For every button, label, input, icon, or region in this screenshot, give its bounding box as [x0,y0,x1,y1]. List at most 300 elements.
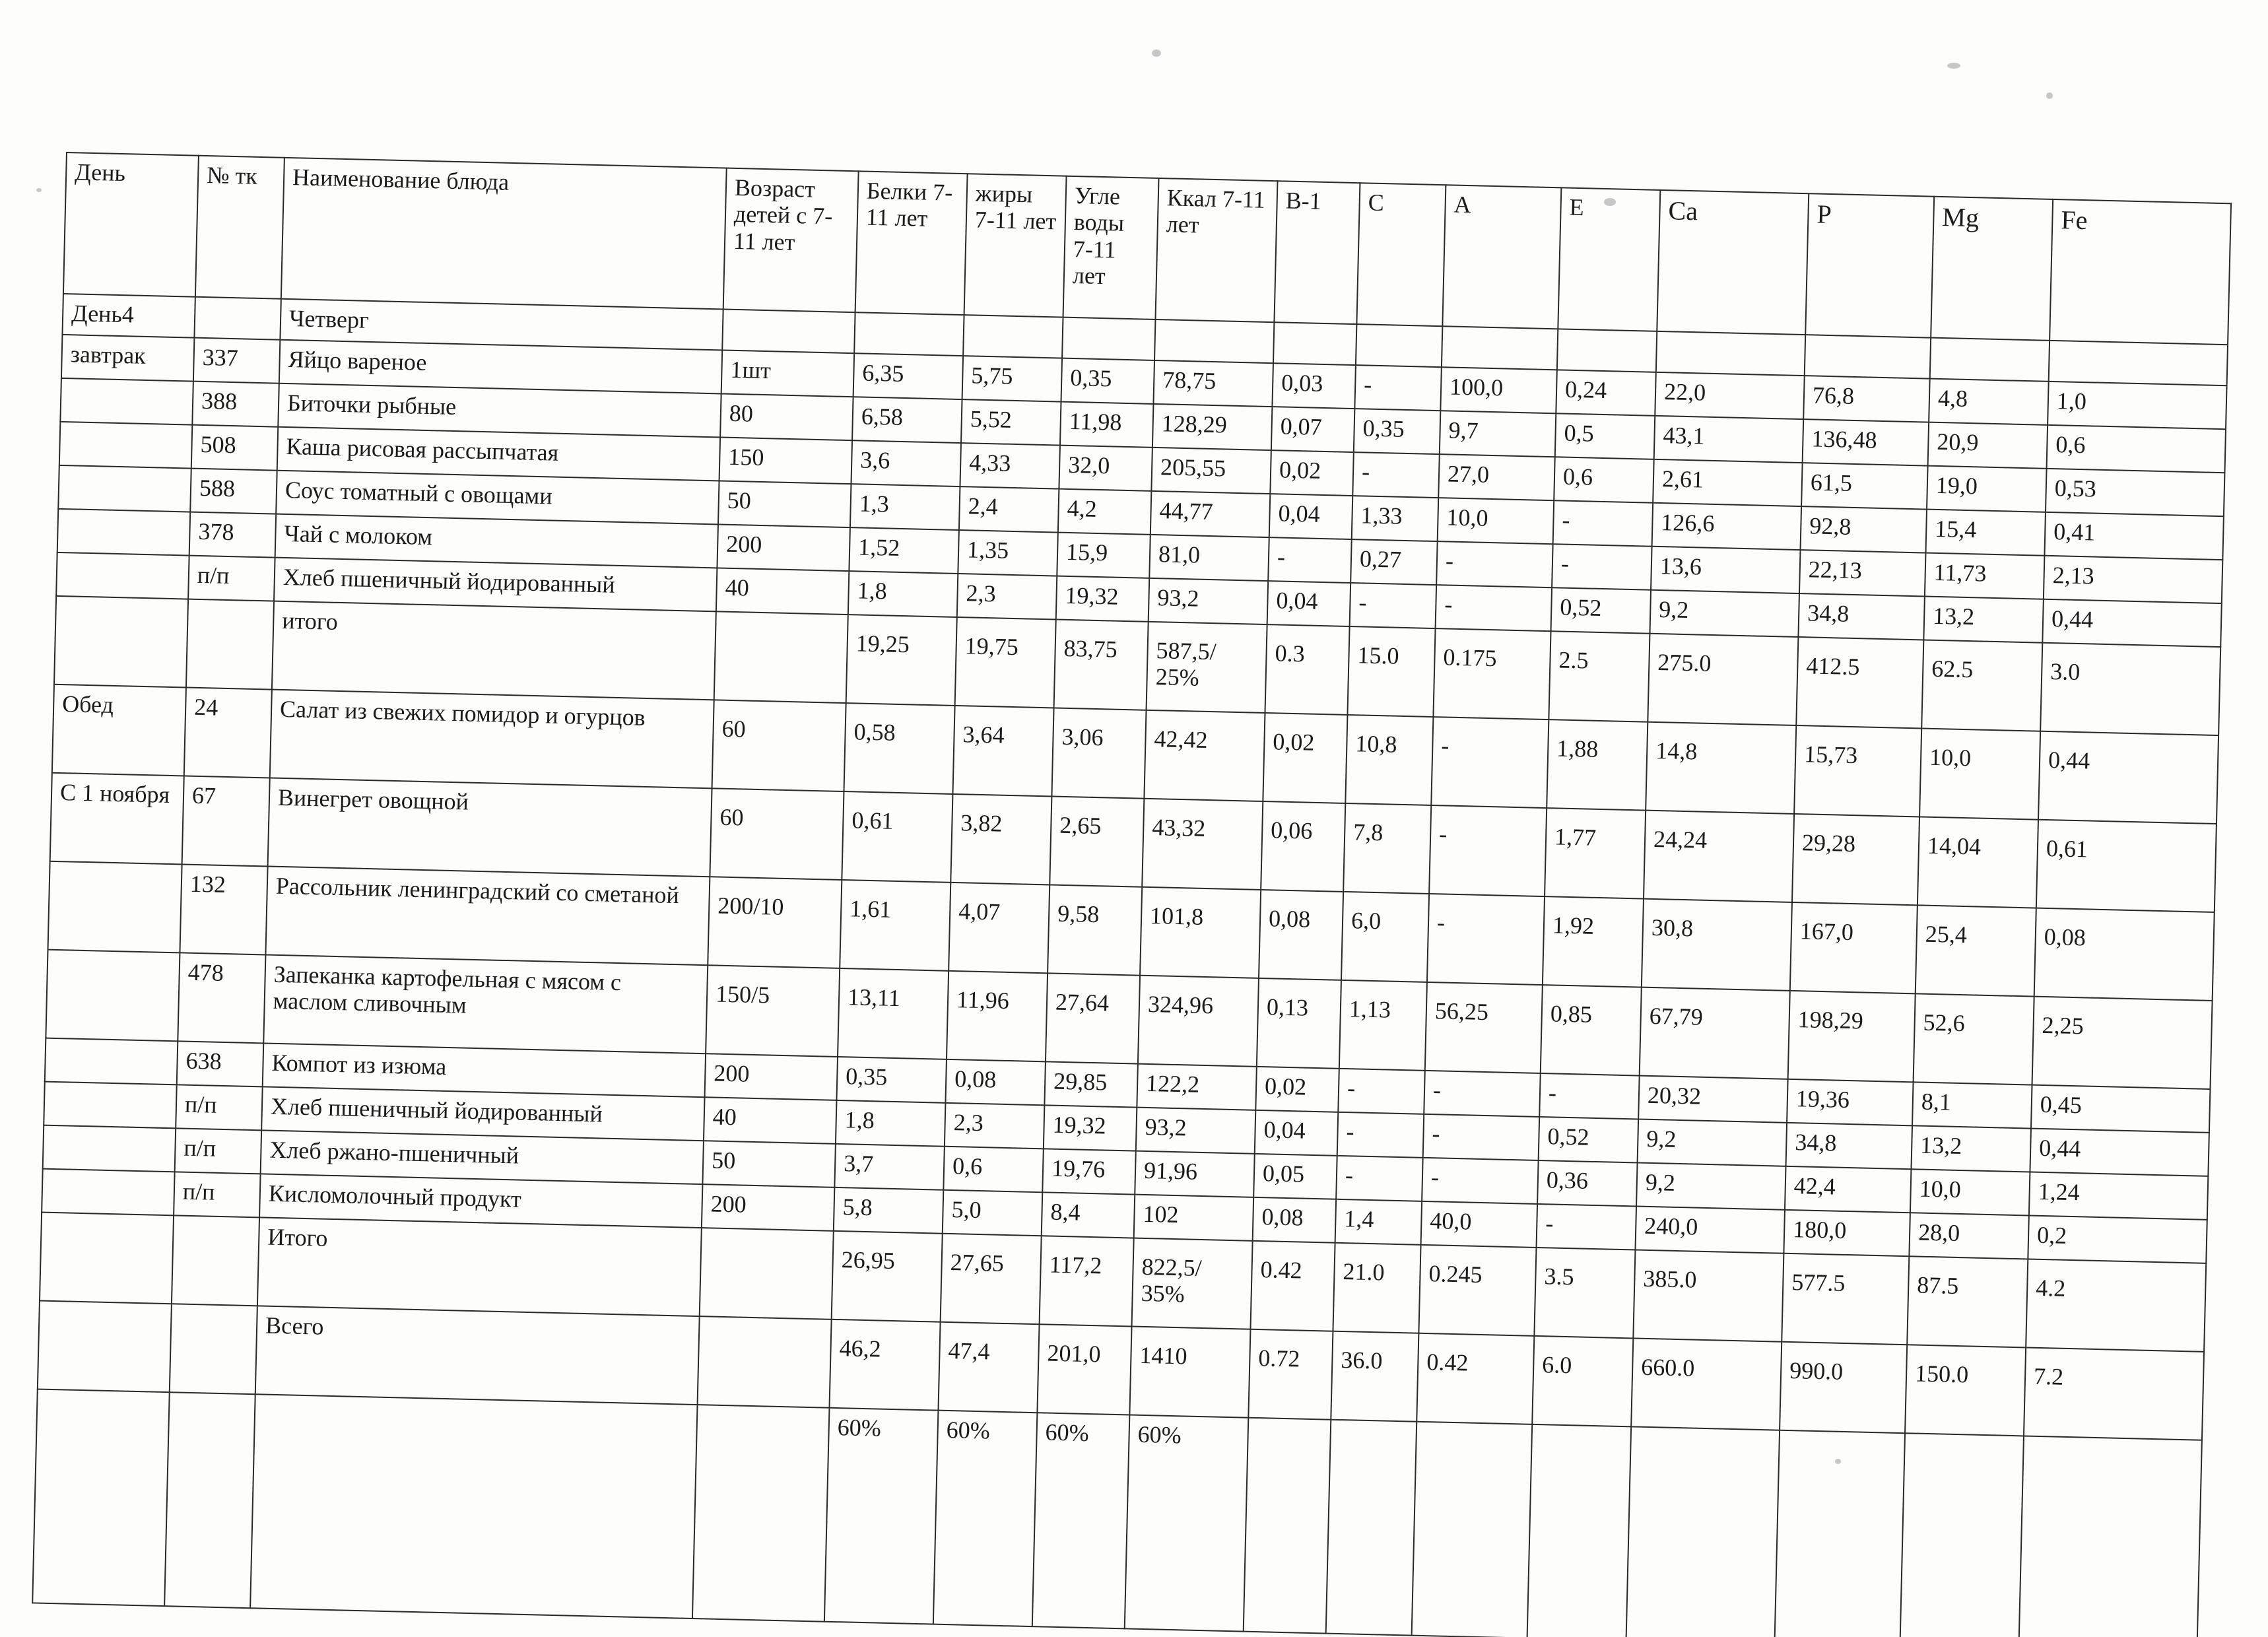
p-cell: 19,36 [1787,1079,1914,1125]
tk-cell [164,1392,255,1608]
scan-speck [1947,63,1960,69]
p-cell: 34,8 [1798,593,1925,640]
protein-cell: 0,58 [844,703,954,794]
mg-cell: 10,0 [1910,1169,2030,1215]
header-carbs: Угле воды 7-11 лет [1063,176,1159,319]
a-cell: 0.175 [1433,628,1551,719]
p-cell: 577.5 [1782,1253,1909,1345]
meal-cell [48,861,182,953]
p-cell: 198,29 [1788,991,1916,1082]
fat-cell: 27,65 [941,1234,1042,1324]
carbs-cell: 8,4 [1042,1192,1135,1238]
fe-cell: 2,25 [2032,997,2213,1089]
e-cell: 0,52 [1539,1117,1639,1163]
age-cell: 60 [712,700,846,791]
a-cell: 10,0 [1438,498,1554,544]
header-kcal: Ккал 7-11 лет [1155,178,1277,322]
e-cell: - [1552,544,1652,590]
p-cell: 42,4 [1785,1166,1912,1213]
meal-cell [42,1169,174,1216]
header-day: День [63,152,199,297]
scan-speck [36,188,42,192]
carbs-cell: 201,0 [1037,1324,1131,1415]
e-cell: 0,36 [1537,1160,1638,1207]
header-age: Возраст детей с 7-11 лет [723,168,859,313]
mg-cell: 87.5 [1907,1256,2028,1347]
kcal-cell: 78,75 [1153,360,1273,407]
a-cell: 0.42 [1417,1333,1534,1424]
carbs-cell: 3,06 [1051,708,1146,798]
e-cell: - [1539,1073,1640,1119]
mg-cell: 62.5 [1921,640,2042,731]
protein-cell: 1,52 [849,527,959,574]
fat-cell: 0,08 [945,1059,1046,1106]
ca-cell: 126,6 [1652,503,1801,550]
ca-cell: 30,8 [1642,899,1792,991]
dish-name: Кисломолочный продукт [259,1174,702,1228]
protein-percent: 60% [824,1408,939,1624]
fat-cell: 47,4 [938,1322,1039,1413]
header-b1: В-1 [1274,181,1360,324]
ca-cell: 67,79 [1640,987,1790,1079]
dish-name: Яйцо вареное [279,340,722,394]
age-cell: 200 [702,1184,834,1231]
c-cell [1326,1420,1417,1636]
c-cell: 7,8 [1343,803,1431,894]
protein-cell: 3,7 [834,1144,945,1190]
menu-sheet [32,152,2230,1637]
e-cell: 2.5 [1549,631,1650,721]
p-cell: 92,8 [1801,506,1927,552]
age-cell: 60 [710,788,844,880]
tk-cell: 337 [193,338,281,384]
meal-cell [40,1213,174,1304]
meal-label: завтрак [61,335,194,382]
total-label: итого [272,601,716,700]
age-cell: 150/5 [706,965,840,1057]
p-cell: 34,8 [1786,1123,1913,1169]
header-fe: Fe [2050,199,2231,345]
day-ca [1656,331,1805,376]
b1-cell: 0,06 [1261,801,1345,892]
menu-table-body [32,152,2231,1637]
kcal-cell: 324,96 [1138,976,1259,1067]
header-mg: Mg [1931,197,2053,341]
name-cell [250,1394,697,1619]
day-label: День4 [62,294,195,338]
carbs-cell: 32,0 [1059,446,1152,491]
carbs-percent: 60% [1032,1413,1130,1628]
meal-cell [44,1082,176,1129]
fat-cell: 5,52 [961,399,1061,446]
fe-cell: 0,6 [2047,425,2226,473]
mg-cell [1900,1433,2024,1637]
a-cell: - [1429,805,1547,896]
p-cell: 76,8 [1803,376,1930,422]
fe-cell: 1,24 [2029,1172,2208,1220]
tk-cell: 378 [189,512,277,558]
p-cell: 15,73 [1794,725,1921,817]
fe-cell: 1,0 [2048,382,2226,429]
carbs-cell: 9,58 [1048,885,1142,975]
meal-label: Обед [52,685,186,776]
b1-cell: 0,05 [1253,1154,1337,1199]
fe-cell: 2,13 [2044,556,2222,603]
dish-name: Запеканка картофельная с мясом с маслом сливочным [263,954,708,1053]
kcal-percent: 60% [1125,1415,1249,1631]
fat-cell: 5,0 [943,1190,1043,1236]
meal-cell [59,422,192,469]
dish-name: Винегрет овощной [268,778,712,877]
age-cell: 40 [716,568,849,615]
ca-cell: 9,2 [1636,1163,1785,1210]
kcal-cell: 91,96 [1135,1151,1255,1197]
kcal-cell: 101,8 [1140,887,1261,978]
kcal-cell: 102 [1134,1195,1254,1241]
meal-cell [38,1301,172,1393]
p-cell: 990.0 [1780,1342,1907,1433]
ca-cell: 660.0 [1631,1338,1782,1430]
protein-cell: 6,35 [853,353,964,399]
header-tk: № тк [195,156,284,299]
menu-table [32,152,2232,1637]
fat-cell: 5,75 [962,356,1063,402]
p-cell: 136,48 [1803,419,1929,465]
fat-cell: 2,4 [959,486,1059,533]
period-label: С 1 ноября [50,773,184,865]
dish-name: Салат из свежих помидор и огурцов [270,690,714,789]
c-cell: 0,27 [1351,539,1438,585]
c-cell: 10,8 [1345,715,1433,805]
kcal-cell: 587,5/ 25% [1147,622,1267,713]
fe-cell: 0,44 [2042,599,2221,647]
a-cell: - [1436,541,1553,587]
tk-cell: п/п [174,1172,261,1217]
grand-total-label: Всего [255,1306,700,1405]
ca-cell: 14,8 [1646,722,1796,814]
fe-cell: 0,44 [2030,1129,2209,1176]
c-cell: 36.0 [1331,1331,1418,1422]
a-cell: - [1436,585,1552,631]
meal-cell [45,1038,178,1085]
carbs-cell: 0,35 [1061,358,1154,404]
fat-cell: 0,6 [943,1147,1044,1193]
day-e [1557,329,1657,372]
mg-cell: 8,1 [1912,1082,2032,1128]
kcal-cell: 44,77 [1151,491,1271,537]
b1-cell: 0.72 [1248,1329,1333,1420]
ca-cell: 9,2 [1650,590,1799,637]
a-cell: 100,0 [1440,367,1557,413]
kcal-cell: 81,0 [1149,535,1269,581]
e-cell: 1,92 [1543,896,1644,987]
tk-cell: 67 [182,776,270,866]
e-cell: - [1537,1204,1637,1250]
p-cell: 22,13 [1799,550,1926,596]
mg-cell: 28,0 [1909,1213,2029,1259]
fe-cell: 7.2 [2024,1347,2204,1440]
a-cell: 0.245 [1418,1245,1536,1336]
c-cell: 1,13 [1339,980,1427,1071]
fat-cell: 4,33 [960,443,1060,489]
tk-cell: 508 [191,425,279,471]
ca-cell: 24,24 [1644,811,1794,902]
day-b1 [1273,322,1356,365]
fe-cell: 0,61 [2036,820,2217,912]
c-cell: - [1338,1069,1425,1114]
a-cell: - [1422,1158,1539,1204]
protein-cell: 5,8 [834,1187,944,1234]
protein-cell: 1,8 [836,1100,946,1147]
p-cell: 180,0 [1784,1210,1910,1256]
c-cell: 6,0 [1341,892,1429,982]
a-cell: 9,7 [1440,411,1556,457]
meal-cell [58,465,191,512]
dish-name: Компот из изюма [263,1043,706,1097]
mg-cell: 150.0 [1905,1345,2026,1436]
meal-cell [43,1125,176,1172]
tk-cell: 388 [192,382,279,427]
mg-cell: 13,2 [1911,1125,2031,1172]
kcal-cell: 128,29 [1152,404,1273,450]
tk-cell: 478 [178,952,265,1043]
scan-speck [2046,92,2053,99]
e-cell: - [1553,500,1653,547]
day-carbs [1062,317,1155,360]
fe-cell: 0,44 [2038,731,2218,824]
tk-cell: 132 [180,864,267,954]
c-cell: 15.0 [1347,626,1435,717]
tk-cell [170,1304,257,1394]
mg-cell: 14,04 [1918,817,2038,908]
protein-cell: 1,3 [850,484,960,530]
b1-cell: - [1268,537,1352,583]
tk-cell: п/п [176,1085,263,1130]
mg-cell: 11,73 [1925,553,2045,599]
mg-cell: 4,8 [1929,379,2049,425]
age-cell: 1шт [721,351,854,397]
c-cell: - [1350,583,1437,628]
meal-cell [32,1389,170,1607]
kcal-cell: 93,2 [1136,1108,1256,1154]
c-cell: 1,33 [1352,496,1439,541]
e-cell: 0,52 [1551,587,1651,634]
tk-cell: 638 [177,1041,264,1086]
ca-cell [1626,1426,1780,1637]
dish-name: Рассольник ленинградский со сметаной [265,866,710,965]
meal-cell [57,509,190,556]
total-label: Итого [257,1217,702,1316]
dish-name: Соус томатный с овощами [276,471,719,525]
fe-cell: 0,08 [2034,908,2215,1001]
weekday-label: Четверг [280,299,723,351]
kcal-cell: 93,2 [1149,578,1269,624]
protein-cell: 19,25 [846,615,957,706]
ca-cell: 20,32 [1638,1076,1787,1123]
day-mg [1930,338,2050,382]
mg-cell: 15,4 [1925,510,2046,556]
b1-cell: 0,04 [1267,581,1351,626]
fe-cell [2018,1436,2202,1637]
age-cell [700,1228,834,1320]
c-cell: - [1337,1112,1424,1158]
protein-cell: 1,8 [848,571,958,617]
carbs-cell: 29,85 [1044,1061,1138,1107]
day-protein [854,312,964,356]
ca-cell: 13,6 [1651,547,1800,593]
protein-cell: 0,61 [842,791,952,883]
carbs-cell: 27,64 [1046,973,1140,1063]
a-cell [1412,1422,1533,1637]
fat-cell: 11,96 [947,971,1048,1061]
carbs-cell: 19,76 [1042,1149,1136,1194]
a-cell: - [1424,1071,1541,1117]
meal-cell [60,378,193,425]
c-cell: - [1354,365,1442,411]
ca-cell: 275.0 [1648,634,1798,725]
day-kcal [1154,319,1274,363]
fe-cell: 0,45 [2031,1085,2210,1133]
ca-cell: 9,2 [1638,1119,1787,1166]
day-p [1805,335,1931,378]
age-cell: 40 [704,1097,836,1144]
age-cell [692,1405,830,1622]
header-name: Наименование блюда [281,158,727,310]
protein-cell: 26,95 [832,1231,943,1322]
header-c: С [1356,183,1446,326]
c-cell: - [1352,452,1440,498]
ca-cell: 22,0 [1655,372,1804,419]
age-cell: 200 [705,1053,838,1100]
tk-cell [172,1215,259,1306]
carbs-cell: 117,2 [1040,1236,1134,1326]
scan-speck [1604,198,1616,206]
e-cell: 0,6 [1554,457,1654,503]
fe-cell: 0,41 [2044,512,2223,560]
tk-cell [186,599,274,690]
e-cell: 0,5 [1555,413,1655,459]
fe-cell: 0,2 [2028,1216,2207,1263]
fat-cell: 3,82 [951,794,1051,885]
c-cell: 1,4 [1335,1199,1422,1245]
day-age [722,310,855,354]
meal-cell [46,950,180,1042]
day-fat [963,315,1063,358]
e-cell: 3.5 [1534,1248,1635,1338]
ca-cell: 43,1 [1654,416,1803,463]
mg-cell: 25,4 [1916,905,2036,996]
dish-name: Хлеб пшеничный йодированный [274,558,717,612]
b1-cell [1244,1418,1331,1634]
b1-cell: 0.3 [1265,624,1349,715]
b1-cell: 0,08 [1253,1197,1337,1243]
age-cell: 50 [718,481,851,527]
ca-cell: 385.0 [1633,1250,1784,1341]
kcal-cell: 122,2 [1137,1064,1257,1110]
b1-cell: 0,08 [1259,890,1343,980]
mg-cell: 19,0 [1927,466,2047,512]
header-e: Е [1558,187,1660,331]
protein-cell: 6,58 [852,397,962,443]
age-cell: 150 [719,437,852,484]
b1-cell: 0,02 [1255,1067,1339,1112]
tk-cell: п/п [188,556,275,601]
protein-cell: 46,2 [829,1320,940,1411]
b1-cell: 0,02 [1270,450,1354,496]
day-fe [2049,341,2228,385]
fe-cell: 3.0 [2040,643,2220,735]
dish-name: Каша рисовая рассыпчатая [277,427,720,481]
carbs-cell: 2,65 [1050,796,1144,886]
fat-cell: 4,07 [949,883,1050,973]
b1-cell: 0,13 [1257,978,1341,1069]
b1-cell: 0,07 [1271,407,1355,452]
e-cell: 6.0 [1532,1336,1633,1426]
a-cell: 27,0 [1438,454,1555,500]
carbs-cell: 19,32 [1044,1105,1137,1151]
mg-cell: 13,2 [1923,597,2044,643]
a-cell: - [1427,894,1545,985]
age-cell [698,1316,832,1408]
dish-name: Хлеб пшеничный йодированный [261,1086,704,1141]
carbs-cell: 11,98 [1060,402,1154,448]
protein-cell: 1,61 [840,880,951,971]
fe-cell: 0,53 [2046,469,2224,516]
a-cell: 56,25 [1425,982,1543,1073]
fat-cell: 3,64 [952,706,1053,796]
fat-cell: 2,3 [957,574,1057,620]
b1-cell: 0,04 [1255,1110,1339,1156]
kcal-cell: 42,42 [1144,710,1265,801]
carbs-cell: 15,9 [1057,533,1151,578]
e-cell: 0,24 [1556,370,1656,416]
age-cell: 200/10 [708,877,842,968]
fat-cell: 1,35 [958,530,1058,576]
meal-cell [56,552,189,599]
a-cell: - [1423,1114,1540,1160]
tk-cell: 588 [190,469,277,514]
b1-cell: 0,03 [1272,363,1356,409]
scan-speck [1152,50,1161,57]
age-cell: 50 [702,1141,835,1187]
day-c [1356,324,1442,367]
a-cell: - [1431,717,1549,808]
protein-cell: 0,35 [836,1057,947,1103]
kcal-cell: 205,55 [1151,448,1271,494]
e-cell: 0,85 [1541,985,1642,1075]
header-a: А [1442,185,1561,329]
c-cell: - [1336,1156,1423,1201]
kcal-cell: 43,32 [1142,799,1263,890]
ca-cell: 240,0 [1635,1206,1784,1253]
e-cell: 1,88 [1547,719,1648,810]
ca-cell: 2,61 [1653,459,1802,506]
scan-speck [1835,1459,1841,1464]
mg-cell: 52,6 [1914,993,2034,1085]
dish-name: Биточки рыбные [278,384,721,438]
carbs-cell: 4,2 [1058,489,1152,535]
p-cell: 412.5 [1796,637,1923,728]
b1-cell: 0,04 [1269,494,1353,539]
carbs-cell: 19,32 [1056,576,1150,622]
p-cell: 61,5 [1801,463,1928,509]
day-a [1442,326,1558,370]
protein-cell: 3,6 [851,440,961,486]
mg-cell: 20,9 [1928,422,2048,469]
fat-cell: 19,75 [955,617,1056,708]
fat-cell: 2,3 [945,1103,1045,1149]
b1-cell: 0.42 [1250,1241,1335,1331]
